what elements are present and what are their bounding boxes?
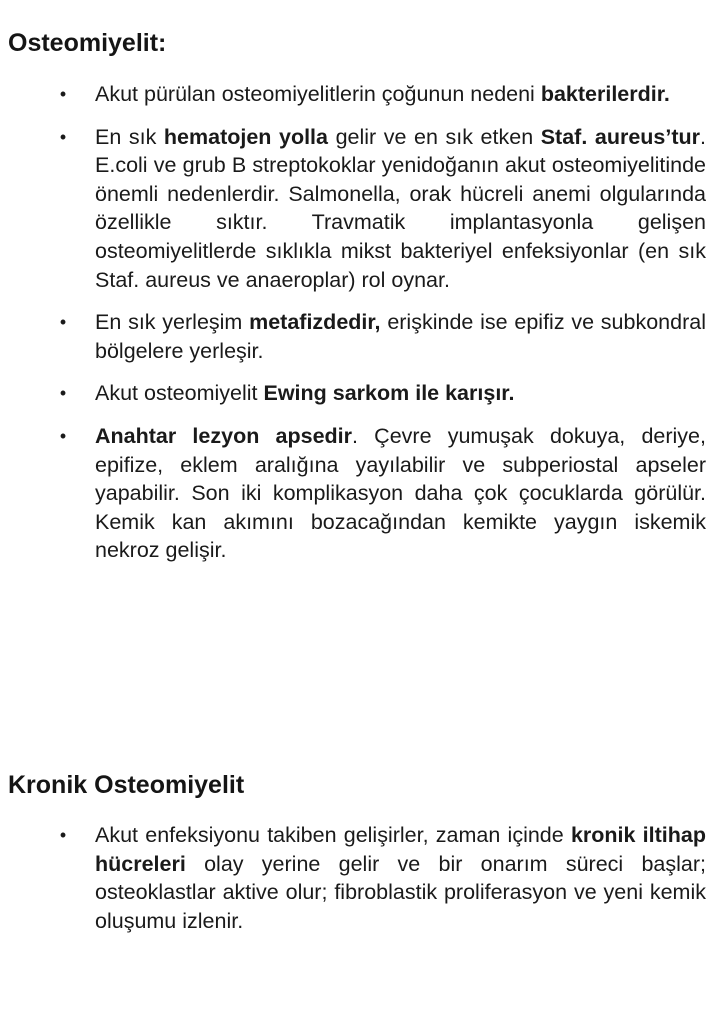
list-item — [0, 422, 720, 565]
bullet-icon: • — [59, 425, 67, 446]
list-item-text: Akut pürülan osteomiyelitlerin çoğunun nedeni bakterilerdir. — [95, 82, 670, 106]
bold-term: bakterilerdir. — [540, 82, 670, 106]
list-item-text: Anahtar lezyon apsedir. Çevre yumuşak dokuya, deriye, epifize, eklem aralığına yayılabilir ve subperiostal apseler yapabilir. Son iki komplikasyon daha çok çocuklarda görülür. Kemik kan akımını bozacağından kemikte yaygın iskemik nekroz gelişir. — [95, 423, 706, 563]
list-item-text: En sık yerleşim metafizdedir, erişkinde ise epifiz ve subkondral bölgelere yerleşir. — [95, 310, 706, 363]
bullet-icon: • — [59, 126, 67, 147]
bullet-icon: • — [59, 312, 67, 333]
section-heading-osteomiyelit: Osteomiyelit: — [8, 29, 167, 57]
bullet-icon: • — [59, 825, 67, 845]
list-item-text: En sık hematojen yolla gelir ve en sık etken Staf. aureus’tur. E.coli ve grub B streptokoklar yenidoğanın akut osteomiyelitinde önemli nedenlerdir. Salmonella, orak hücreli anemi olgularında özellikle sıktır. Travmatik implantasyonla gelişen osteomiyelitlerde sıklıkla mikst bakteriyel enfeksiyonlar (en sık Staf. aureus ve anaeroplar) rol oynar. — [95, 124, 706, 292]
section-heading-kronik-osteomiyelit: Kronik Osteomiyelit — [8, 771, 245, 799]
bold-term: kronik iltihap hücreleri — [95, 823, 706, 876]
list-item — [0, 308, 720, 365]
bullet-icon: • — [59, 383, 67, 404]
bullet-icon: • — [59, 84, 67, 104]
bold-term: Anahtar lezyon apsedir — [95, 423, 353, 448]
list-item — [0, 80, 720, 109]
bold-term: Ewing sarkom ile karışır. — [263, 381, 515, 406]
bold-term: Staf. aureus’tur — [540, 124, 701, 149]
list-item — [0, 379, 720, 408]
list-item-text: Akut osteomiyelit Ewing sarkom ile karışır. — [95, 381, 515, 406]
list-item-text: Akut enfeksiyonu takiben gelişirler, zaman içinde kronik iltihap hücreleri olay yerine gelir ve bir onarım süreci başlar; osteoklastlar aktive olur; fibroblastik proliferasyon ve yeni kemik oluşumu izlenir. — [95, 823, 706, 933]
list-item — [0, 821, 720, 935]
bold-term: hematojen yolla — [163, 124, 328, 149]
kronik-osteomiyelit-bullet-list — [0, 821, 720, 935]
bold-term: metafizdedir, — [249, 310, 381, 335]
osteomiyelit-bullet-list — [0, 80, 720, 565]
list-item — [0, 123, 720, 295]
